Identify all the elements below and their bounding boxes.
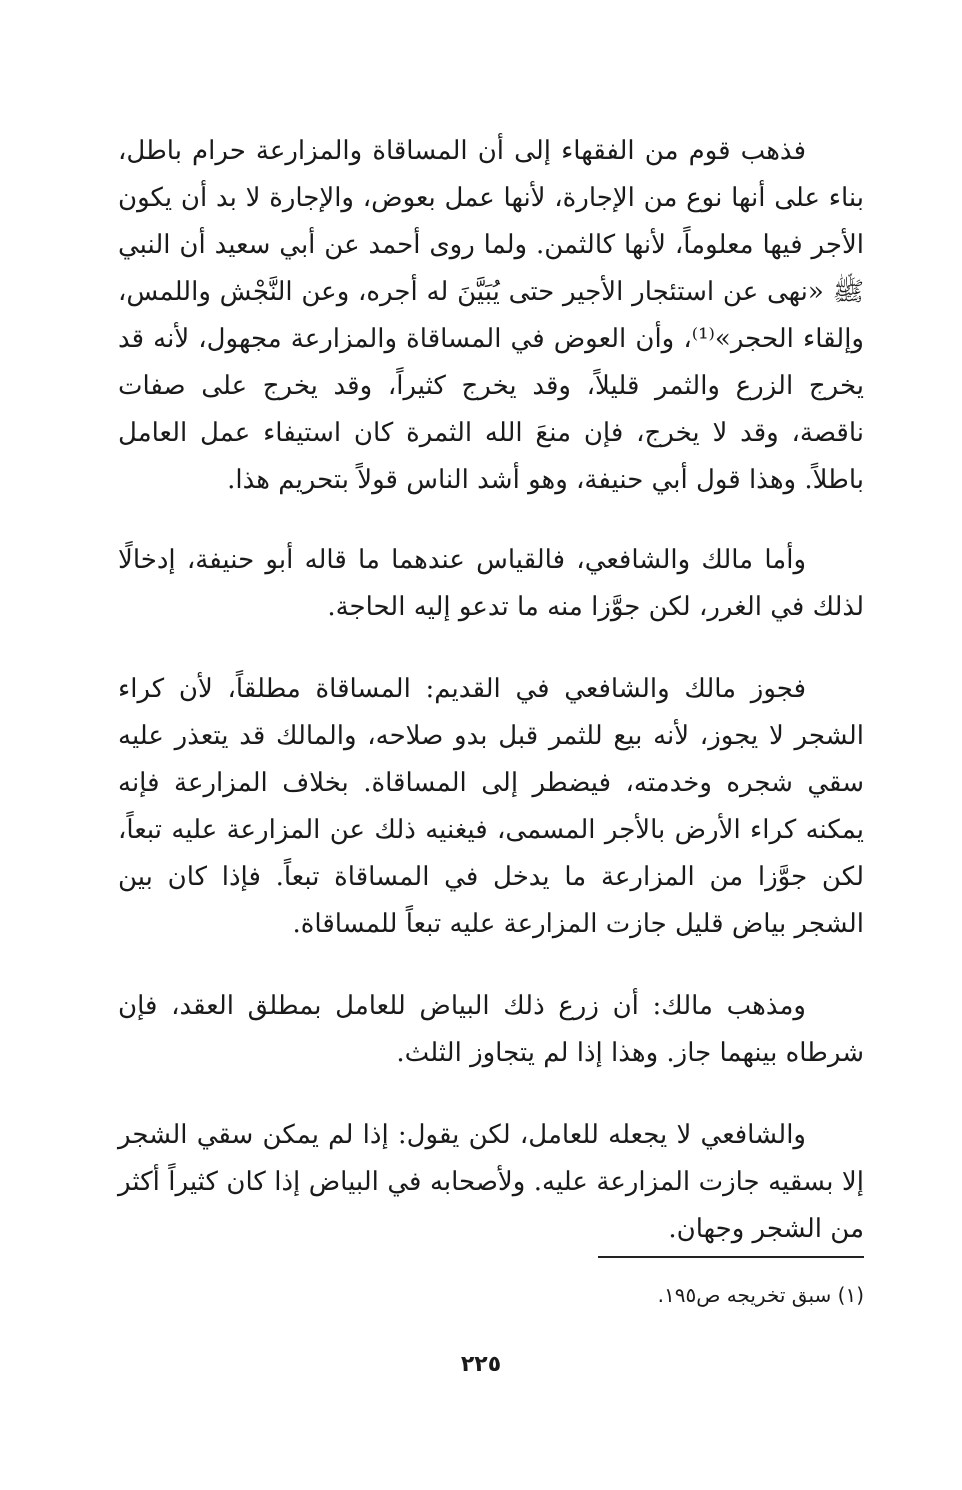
paragraph-4: ومذهب مالك: أن زرع ذلك البياض للعامل بمطلق العقد، فإن شرطاه بينهما جاز. وهذا إذا لم يتجاوز الثلث.: [118, 991, 864, 1068]
page-number: ٢٢٥: [460, 1352, 502, 1377]
main-text: [118, 128, 864, 1253]
paragraph-3: فجوز مالك والشافعي في القديم: المساقاة مطلقاً، لأن كراء الشجر لا يجوز، لأنه بيع للثمر قبل بدو صلاحه، والمالك قد يتعذر عليه سقي شجره وخدمته، فيضطر إلى المساقاة. بخلاف المزارعة فإنه يمكنه كراء الأرض بالأجر المسمى، فيغنيه ذلك عن المزارعة عليه تبعاً، لكن جوَّزا من المزارعة ما يدخل في المساقاة تبعاً. فإذا كان بين الشجر بياض قليل جازت المزارعة عليه تبعاً للمساقاة.: [118, 674, 864, 939]
paragraph-2: وأما مالك والشافعي، فالقياس عندهما ما قاله أبو حنيفة، إدخالًا لذلك في الغرر، لكن جوَّزا منه ما تدعو إليه الحاجة.: [118, 545, 864, 622]
paragraph-5: والشافعي لا يجعله للعامل، لكن يقول: إذا لم يمكن سقي الشجر إلا بسقيه جازت المزارعة عليه. ولأصحابه في البياض إذا كان كثيراً أكثر من الشجر وجهان.: [118, 1120, 864, 1244]
paragraph-1: فذهب قوم من الفقهاء إلى أن المساقاة والمزارعة حرام باطل، بناء على أنها نوع من الإجارة، لأنها عمل بعوض، والإجارة لا بد أن يكون الأجر فيها معلوماً، لأنها كالثمن. ولما روى أحمد عن أبي سعيد أن النبي ﷺ «نهى عن استئجار الأجير حتى يُبَيَّنَ له أجره، وعن النَّجْش واللمس، وإلقاء الحجر»⁽¹⁾، وأن العوض في المساقاة والمزارعة مجهول، لأنه قد يخرج الزرع والثمر قليلاً، وقد يخرج كثيراً، وقد يخرج على صفات ناقصة، وقد لا يخرج، فإن منعَ الله الثمرة كان استيفاء عمل العامل باطلاً. وهذا قول أبي حنيفة، وهو أشد الناس قولاً بتحريم هذا.: [118, 136, 864, 495]
footnote-divider: [598, 1256, 864, 1258]
footnote: (١) سبق تخريجه ص١٩٥.: [657, 1283, 864, 1307]
